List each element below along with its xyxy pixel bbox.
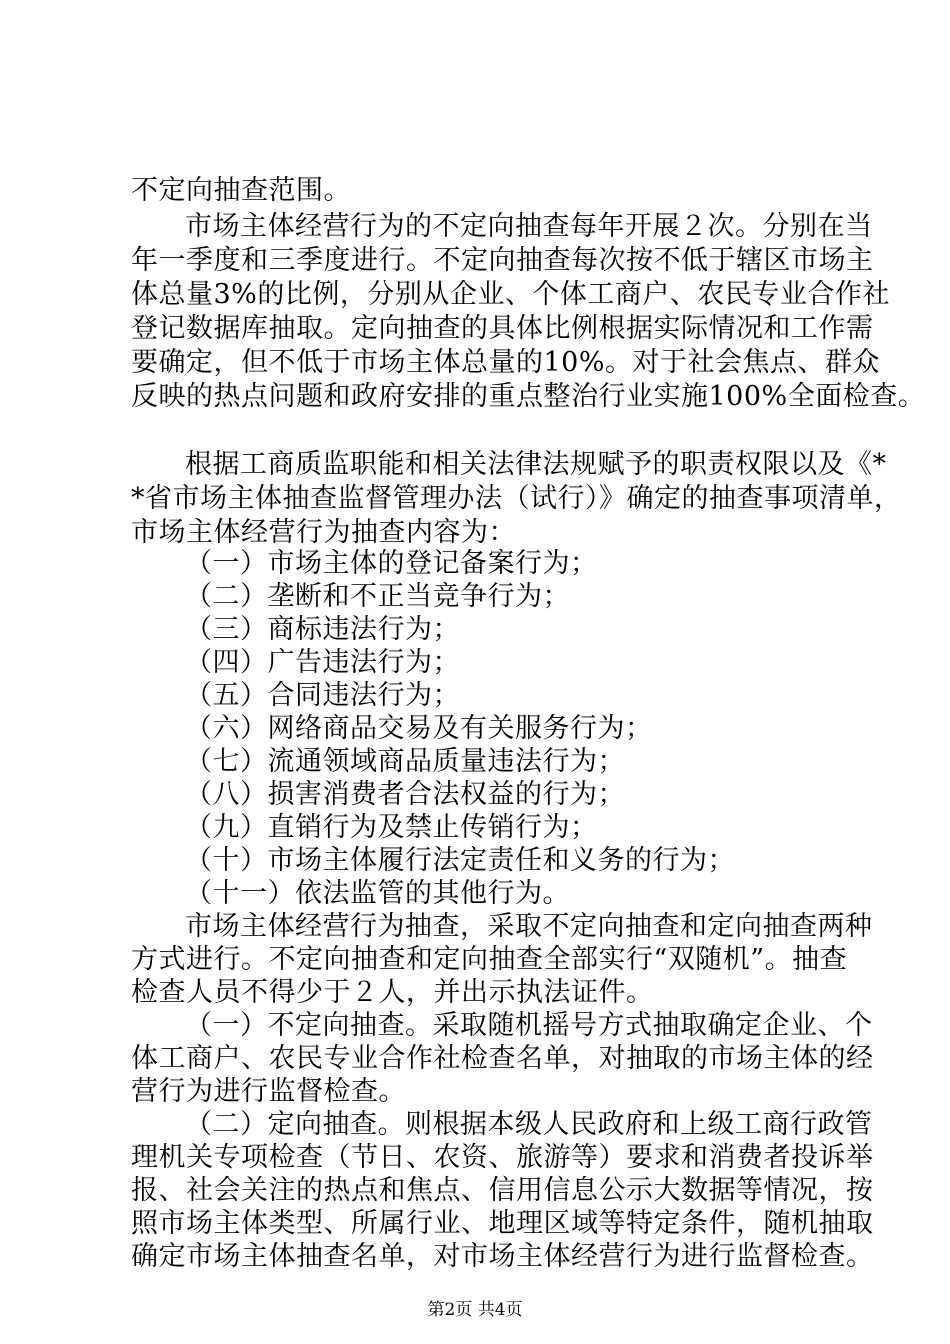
text-line-9: *省市场主体抽查监督管理办法（试行）》确定的抽查事项清单，	[131, 483, 902, 514]
text-line-23: 方式进行。不定向抽查和定向抽查全部实行“双随机”。抽查	[131, 944, 848, 975]
list-item-8: （八）损害消费者合法权益的行为；	[185, 779, 625, 810]
text-line-10: 市场主体经营行为抽查内容为：	[131, 517, 516, 548]
list-item-11: （十一）依法监管的其他行为。	[185, 878, 570, 909]
list-item-4: （四）广告违法行为；	[185, 647, 460, 678]
list-item-10: （十）市场主体履行法定责任和义务的行为；	[185, 845, 735, 876]
text-line-27: 营行为进行监督检查。	[131, 1076, 406, 1107]
text-line-28: （二）定向抽查。则根据本级人民政府和上级工商行政管	[185, 1109, 873, 1140]
text-line-8: 根据工商质监职能和相关法律法规赋予的职责权限以及《*	[185, 449, 887, 480]
text-line-25: （一）不定向抽查。采取随机摇号方式抽取确定企业、个	[185, 1010, 873, 1041]
list-item-3: （三）商标违法行为；	[185, 614, 460, 645]
list-item-1: （一）市场主体的登记备案行为；	[185, 548, 598, 579]
text-line-4: 体总量3%的比例，分别从企业、个体工商户、农民专业合作社	[131, 279, 890, 310]
text-line-2: 市场主体经营行为的不定向抽查每年开展２次。分别在当	[185, 211, 873, 242]
list-item-7: （七）流通领域商品质量违法行为；	[185, 746, 625, 777]
text-line-24: 检查人员不得少于２人，并出示执法证件。	[131, 977, 654, 1008]
text-line-26: 体工商户、农民专业合作社检查名单，对抽取的市场主体的经	[131, 1043, 874, 1074]
text-line-29: 理机关专项检查（节日、农资、旅游等）要求和消费者投诉举	[131, 1142, 874, 1173]
list-item-2: （二）垄断和不正当竞争行为；	[185, 581, 570, 612]
list-item-6: （六）网络商品交易及有关服务行为；	[185, 713, 653, 744]
list-item-9: （九）直销行为及禁止传销行为；	[185, 812, 598, 843]
text-line-30: 报、社会关注的热点和焦点、信用信息公示大数据等情况，按	[131, 1175, 874, 1206]
page-footer: 第2页 共4页	[427, 1300, 523, 1320]
text-line-32: 确定市场主体抽查名单，对市场主体经营行为进行监督检查。	[131, 1241, 874, 1272]
text-line-3: 年一季度和三季度进行。不定向抽查每次按不低于辖区市场主	[131, 245, 874, 276]
text-line-6: 要确定，但不低于市场主体总量的10%。对于社会焦点、群众	[131, 347, 881, 378]
text-line-31: 照市场主体类型、所属行业、地理区域等特定条件，随机抽取	[131, 1208, 874, 1239]
text-line-5: 登记数据库抽取。定向抽查的具体比例根据实际情况和工作需	[131, 313, 874, 344]
text-line-1: 不定向抽查范围。	[131, 175, 351, 206]
text-line-7: 反映的热点问题和政府安排的重点整治行业实施100%全面检查。	[131, 381, 926, 412]
list-item-5: （五）合同违法行为；	[185, 680, 460, 711]
text-line-22: 市场主体经营行为抽查，采取不定向抽查和定向抽查两种	[185, 911, 873, 942]
